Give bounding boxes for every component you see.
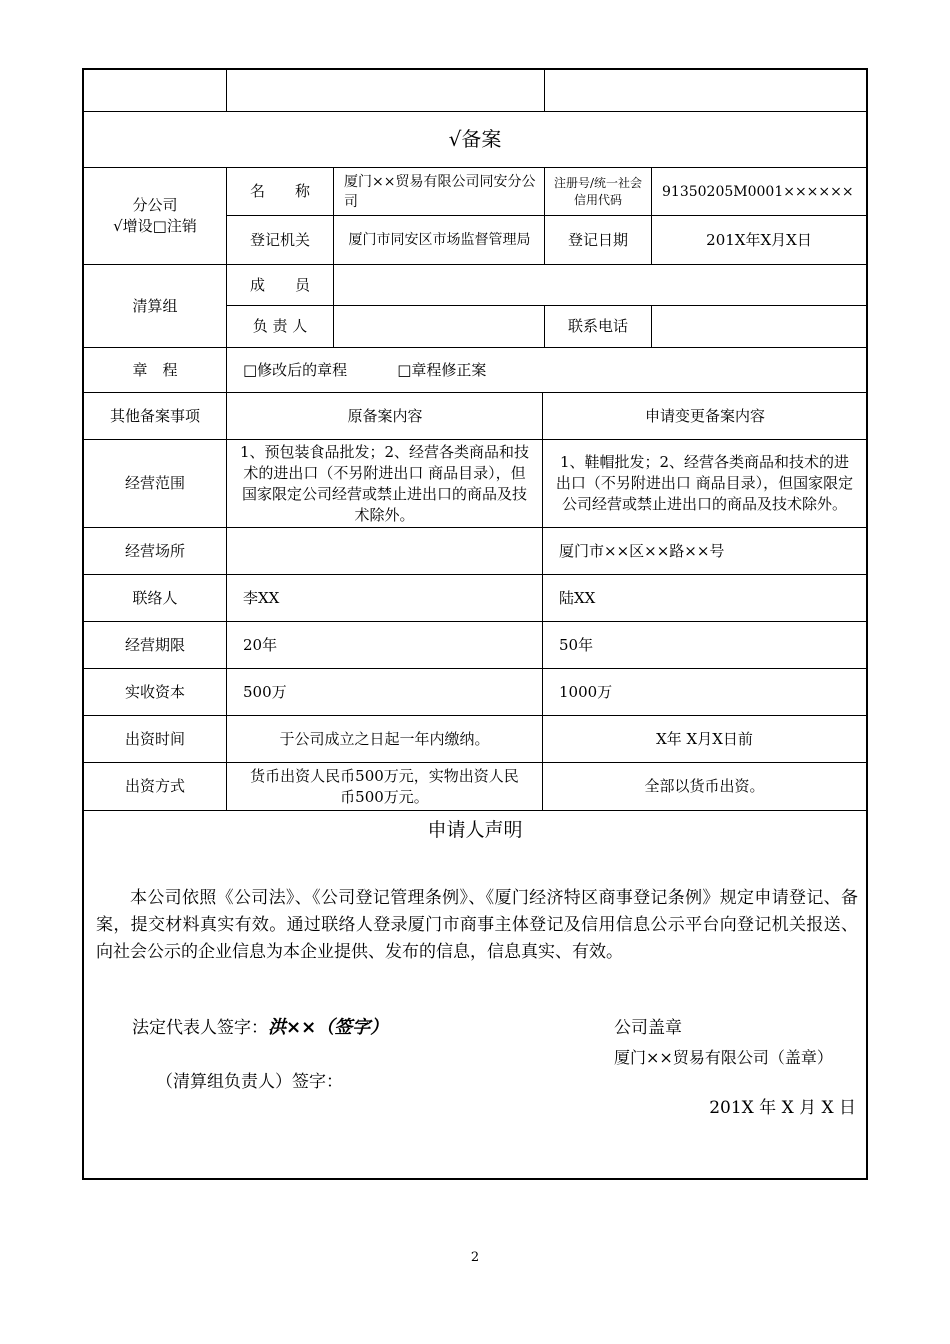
authority-value: 厦门市同安区市场监督管理局	[348, 232, 531, 248]
row-original-contact: 李XX	[243, 588, 280, 607]
row-label-contribution-method: 出资方式	[124, 777, 185, 795]
row-changed-capital: 1000万	[559, 682, 613, 701]
changed-header: 申请变更备案内容	[644, 406, 765, 425]
phone-value	[652, 306, 866, 347]
members-value	[334, 265, 866, 305]
branch-name-label: 名 称	[249, 182, 310, 200]
legal-rep-label: 法定代表人签字：	[132, 1018, 268, 1038]
row-changed-term: 50年	[559, 635, 594, 654]
row-changed-location: 厦门市××区××路××号	[559, 541, 725, 560]
row-label-contribution-time: 出资时间	[124, 729, 185, 748]
declaration-date: 201X 年 X 月 X 日	[709, 1098, 856, 1118]
row-label-contact: 联络人	[132, 588, 178, 607]
liquidation-sign-label: （清算组负责人）签字：	[156, 1072, 343, 1092]
row-changed-scope: 1、鞋帽批发；2、经营各类商品和技术的进出口（不另附进出口 商品目录），但国家限定公司经营或禁止进出口的商品及技术除外。	[555, 453, 854, 513]
reg-date-label: 登记日期	[567, 230, 628, 249]
reg-no-value: 91350205M0001××××××	[662, 183, 854, 200]
branch-label	[84, 168, 226, 264]
declaration-title: 申请人声明	[427, 818, 523, 841]
row-original-capital: 500万	[243, 682, 287, 701]
row-original-contribution-time: 于公司成立之日起一年内缴纳。	[279, 729, 490, 748]
row-changed-contact: 陆XX	[559, 588, 596, 607]
branch-label-line1: 分公司	[132, 196, 178, 214]
page-number: 2	[470, 1250, 480, 1265]
registration-form	[82, 68, 868, 1180]
phone-label: 联系电话	[567, 317, 628, 335]
row-original-contribution-method: 货币出资人民币500万元，实物出资人民币500万元。	[250, 766, 519, 806]
authority-label: 登记机关	[249, 230, 310, 249]
liquidation-label: 清算组	[132, 296, 178, 315]
other-items-label: 其他备案事项	[109, 406, 200, 425]
seal-company: 厦门××贸易有限公司（盖章）	[614, 1048, 833, 1067]
row-label-location: 经营场所	[124, 541, 185, 560]
row-label-term: 经营期限	[124, 635, 185, 654]
members-label: 成 员	[249, 275, 310, 294]
branch-name-value: 厦门××贸易有限公司同安分公司	[344, 173, 536, 210]
row-label-capital: 实收资本	[124, 682, 185, 701]
row-original-term: 20年	[243, 635, 278, 654]
branch-action-options: √增设□注销	[113, 217, 197, 235]
charter-option-revised[interactable]: □修改后的章程	[243, 360, 348, 379]
divider	[84, 810, 866, 811]
charter-option-amendment[interactable]: □章程修正案	[397, 360, 487, 379]
divider	[226, 70, 227, 112]
row-original-scope: 1、预包装食品批发；2、经营各类商品和技术的进出口（不另附进出口 商品目录），但国家限定公司经营或禁止进出口的商品及技术除外。	[239, 442, 530, 524]
original-header: 原备案内容	[347, 406, 423, 425]
leader-value	[334, 306, 545, 347]
reg-no-label: 注册号/统一社会信用代码	[553, 175, 643, 207]
legal-rep-signature: 洪××（签字）	[268, 1017, 389, 1038]
row-changed-contribution-time: X年 X月X日前	[656, 729, 753, 748]
legal-rep-sign-line	[132, 1016, 388, 1040]
row-changed-contribution-method: 全部以货币出资。	[644, 777, 765, 795]
declaration-text: 本公司依照《公司法》、《公司登记管理条例》、《厦门经济特区商事登记条例》规定申请登记、备案，提交材料真实有效。通过联络人登录厦门市商事主体登记及信用信息公示平台向登记机关报送、向社会公示的企业信息为本企业提供、发布的信息，信息真实、有效。	[96, 888, 858, 962]
section-title: √备案	[448, 127, 502, 151]
charter-label: 章 程	[132, 360, 178, 379]
charter-options	[227, 348, 866, 392]
row-original-location	[227, 528, 542, 574]
reg-date-value: 201X年X月X日	[706, 230, 812, 249]
row-label-scope: 经营范围	[124, 474, 185, 492]
seal-label: 公司盖章	[614, 1018, 682, 1038]
divider	[544, 70, 545, 112]
leader-label: 负 责 人	[252, 317, 308, 335]
